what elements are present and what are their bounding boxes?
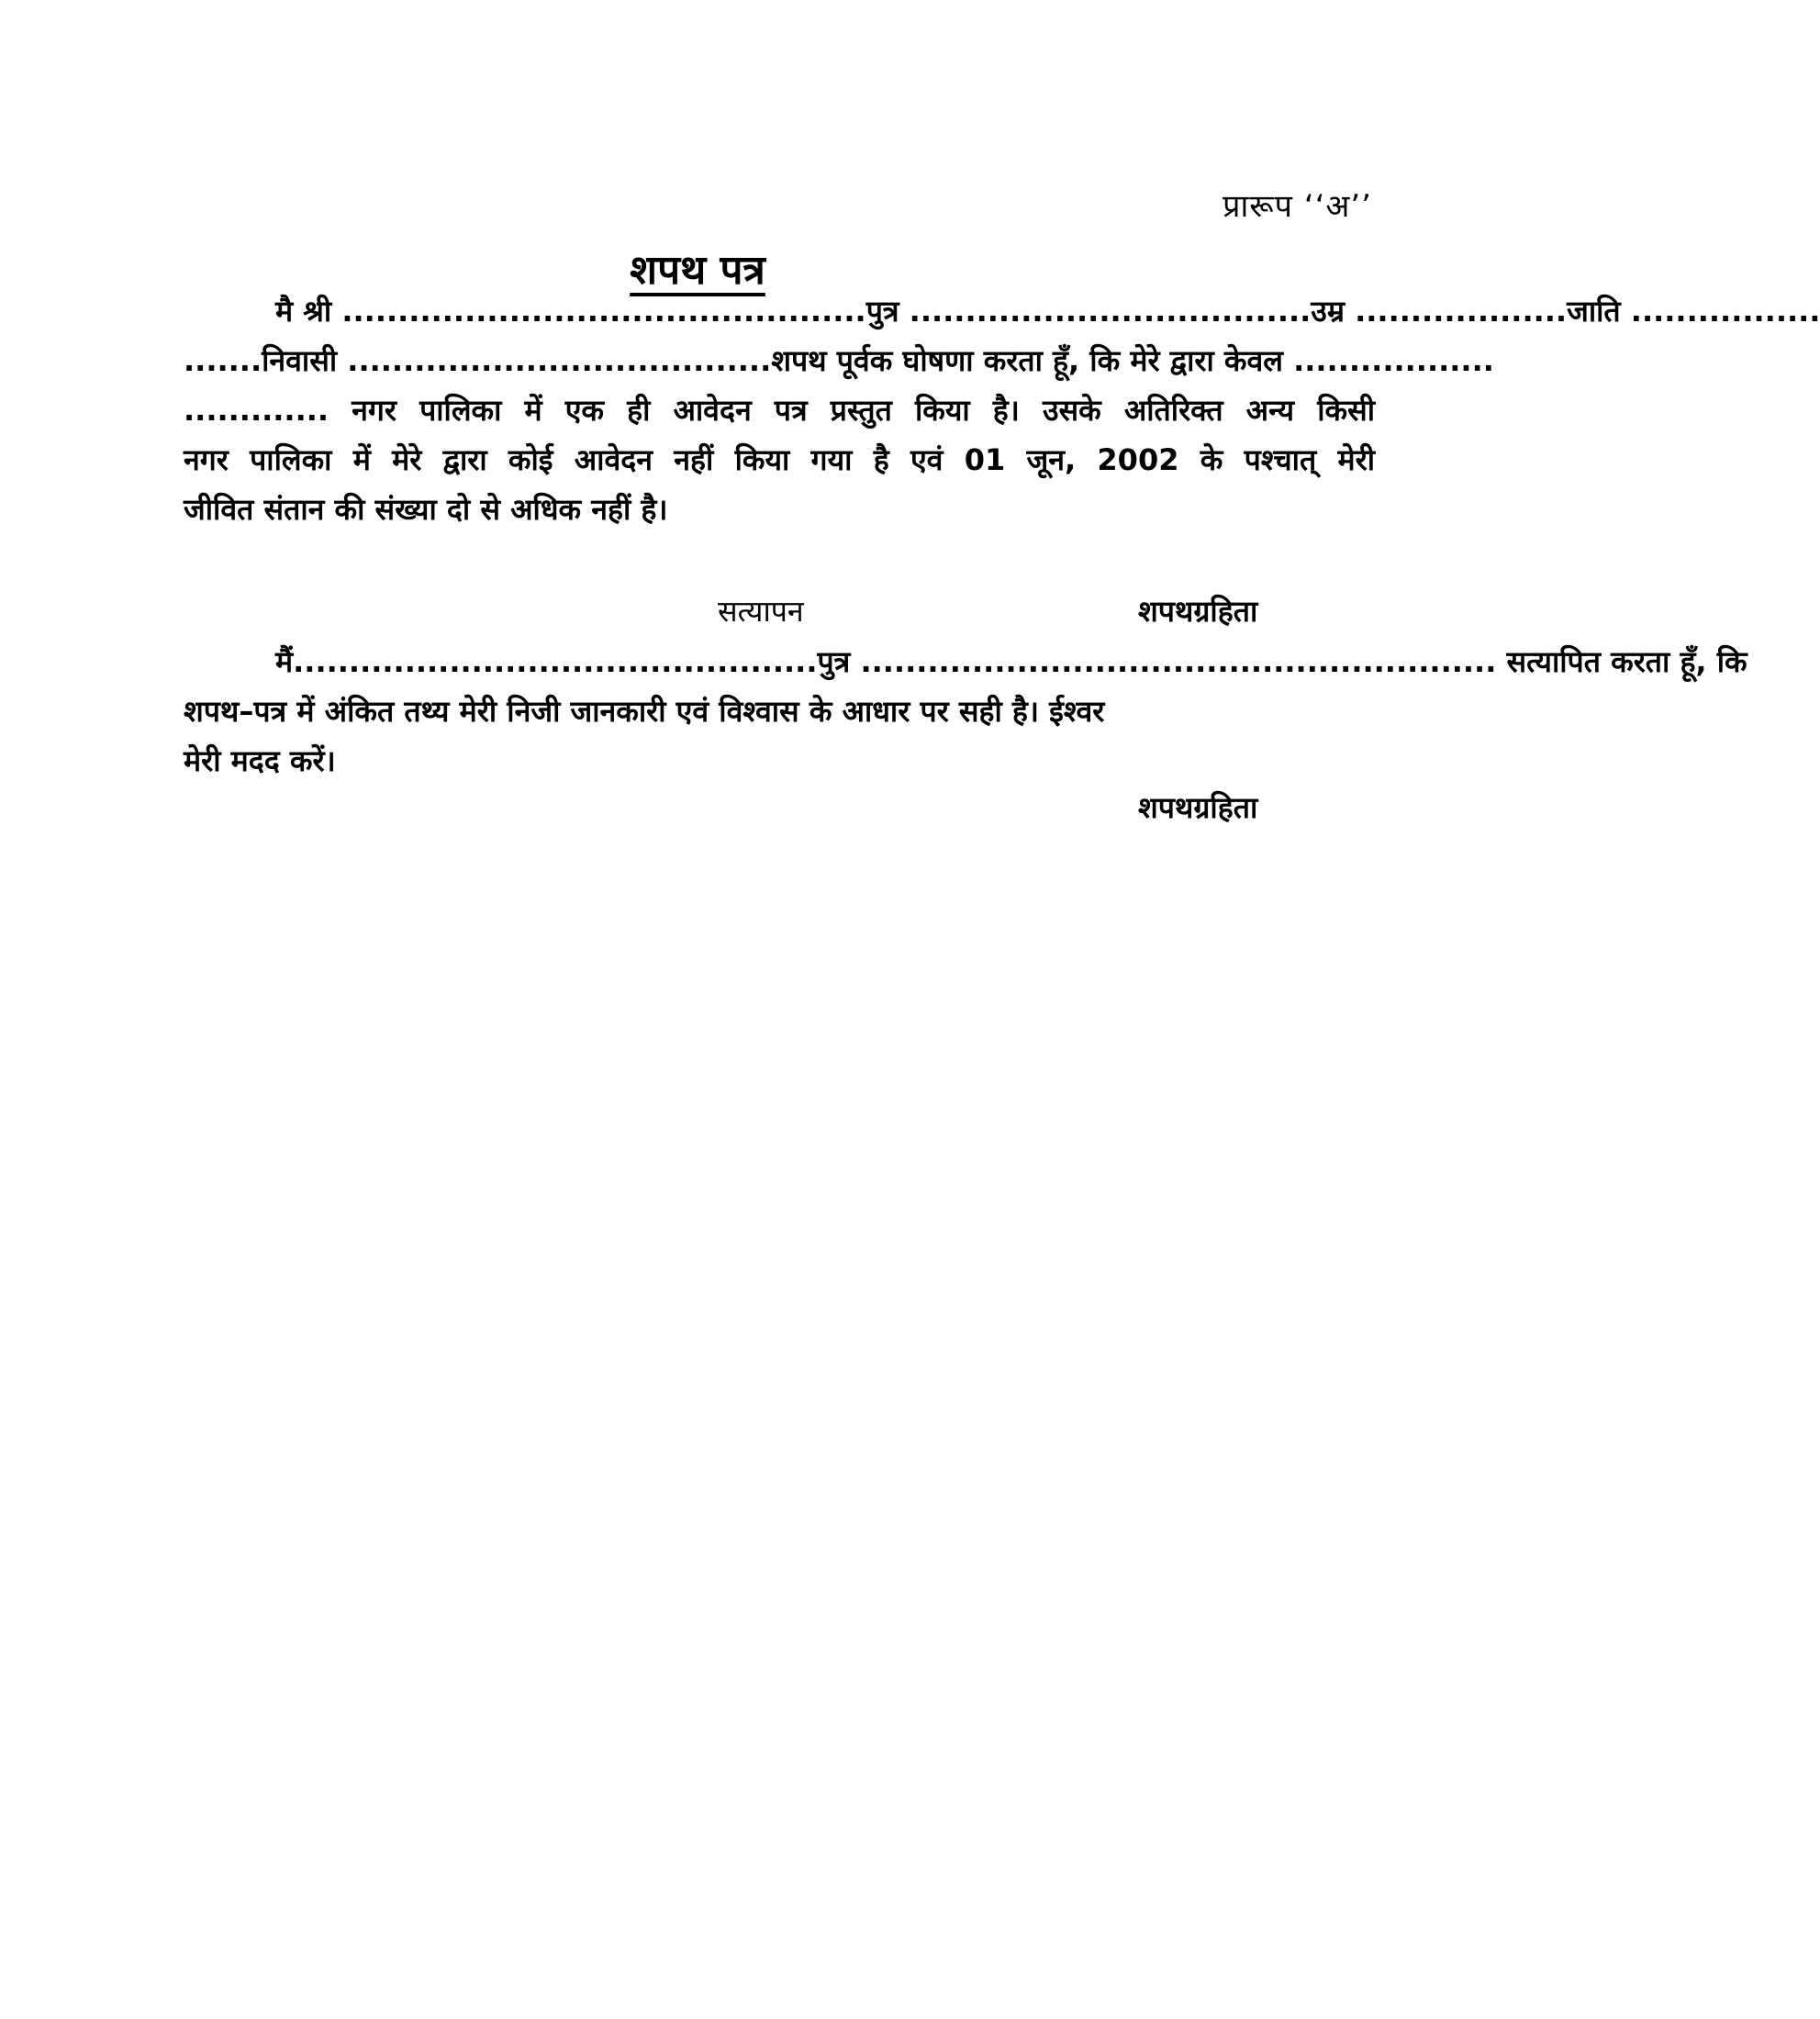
deponent-signature-label: शपथग्रहिता — [1138, 790, 1258, 825]
verification-line: मेरी मदद करें। — [184, 743, 336, 778]
declaration-line: नगर पालिका में मेरे द्वारा कोई आवेदन नहीं किया गया है एवं 01 जून, 2002 के पश्चात् मेरी — [184, 442, 1375, 477]
document-title: शपथ पत्र — [630, 247, 765, 294]
declaration-line: ............. नगर पालिका में एक ही आवेदन पत्र प्रस्तुत किया है। उसके अतिरिक्त अन्य किसी — [184, 393, 1375, 428]
verification-line: मैं...............................................पुत्र ......................................................... सत्यापित करता हूँ, कि — [275, 644, 1747, 679]
verification-paragraph — [184, 637, 1747, 786]
declaration-paragraph — [184, 286, 1820, 534]
verification-line: शपथ–पत्र में अंकित तथ्य मेरी निजी जानकारी एवं विश्वास के आधार पर सही है। ईश्वर — [184, 694, 1105, 729]
declaration-line: मै श्री ...............................................पुत्र ....................................उम्र ...................जाति ................. — [275, 294, 1820, 329]
verification-heading: सत्यापन — [718, 594, 804, 629]
form-code: प्रारूप ‘‘अ’’ — [1223, 188, 1372, 225]
declaration-line: .......निवासी ......................................शपथ पूर्वक घोषणा करता हूँ, कि मेरे द्वारा केवल .................. — [184, 343, 1494, 378]
deponent-signature-label: शपथग्रहिता — [1138, 594, 1258, 629]
declaration-line: जीवित संतान की संख्या दो से अधिक नहीं है। — [184, 492, 668, 527]
